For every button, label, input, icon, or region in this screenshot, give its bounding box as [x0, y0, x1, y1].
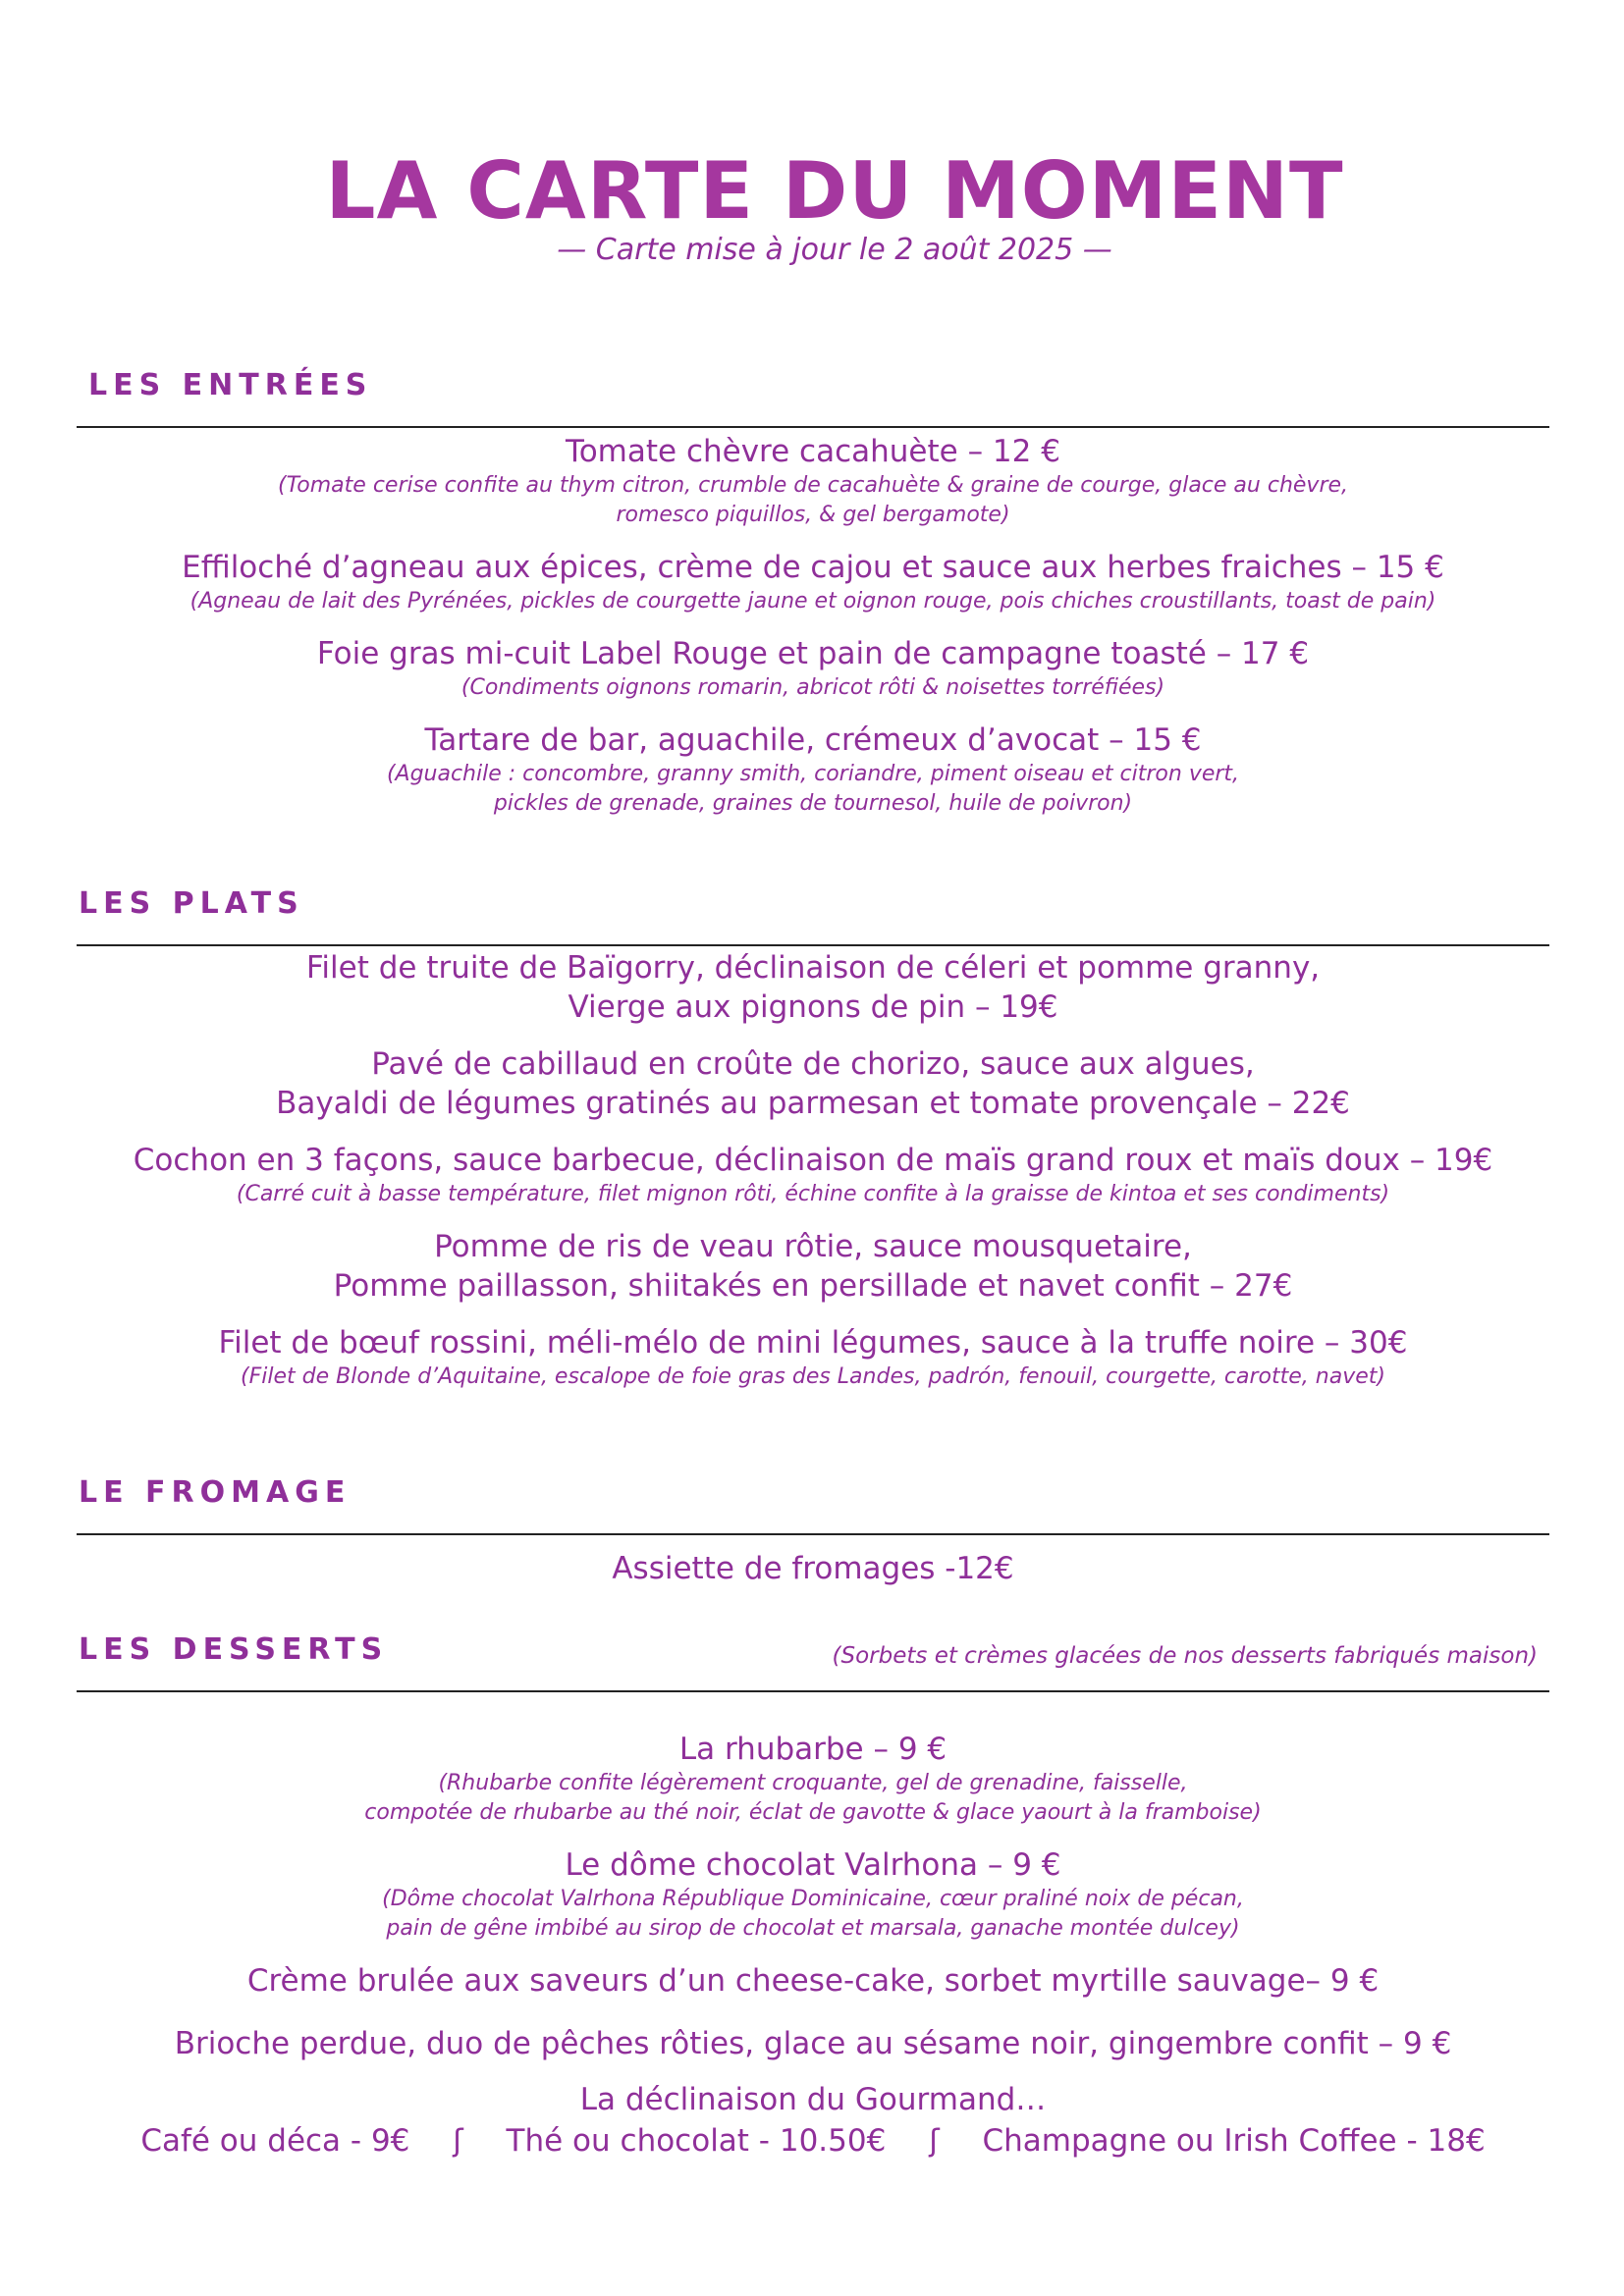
desserts-list [77, 1730, 1549, 2081]
item-name: Assiette de fromages -12€ [612, 1551, 1014, 1586]
menu-item [77, 1845, 1549, 1944]
item-name: Effiloché d’agneau aux épices, crème de cajou et sauce aux herbes fraiches – 15 € [182, 550, 1444, 585]
update-date-subtitle: — Carte mise à jour le 2 août 2025 — [557, 233, 1112, 267]
gourmand-title: La déclinaison du Gourmand… [579, 2082, 1047, 2117]
item-name: Crème brulée aux saveurs d’un cheese-cake, sorbet myrtille sauvage– 9 € [246, 1963, 1380, 1999]
menu-item [77, 1141, 1549, 1209]
item-description: (Condiments oignons romarin, abricot rôti & noisettes torréfiées) [460, 675, 1165, 700]
section-header-fromage [77, 1474, 1549, 1514]
item-description: (Filet de Blonde d’Aquitaine, escalope de foie gras des Landes, padrón, fenouil, courgette, carotte, navet) [241, 1364, 1385, 1389]
item-description: (Tomate cerise confite au thym citron, crumble de cacahuète & graine de courge, glace au chèvre, [277, 473, 1349, 498]
section-header-plats [77, 885, 1549, 925]
plats-list [77, 948, 1549, 1410]
section-title-desserts: LES DESSERTS [79, 1632, 389, 1667]
gourmand-options [77, 2120, 1549, 2162]
item-description: (Carré cuit à basse température, filet mignon rôti, échine confite à la graisse de kintoa et ses condiments) [236, 1182, 1390, 1206]
menu-item [77, 721, 1549, 819]
gourmand-option-champagne: Champagne ou Irish Coffee - 18€ [982, 2123, 1486, 2159]
fromage-list [77, 1549, 1549, 1606]
item-description: (Agneau de lait des Pyrénées, pickles de courgette jaune et oignon rouge, pois chiches croustillants, toast de pain) [189, 589, 1436, 614]
item-name: Tomate chèvre cacahuète – 12 € [566, 434, 1060, 469]
item-name: Le dôme chocolat Valrhona – 9 € [565, 1847, 1061, 1883]
gourmand-option-the: Thé ou chocolat - 10.50€ [506, 2123, 887, 2159]
section-divider [77, 426, 1549, 428]
menu-item [77, 548, 1549, 616]
section-header-desserts [77, 1631, 1549, 1671]
desserts-note: (Sorbets et crèmes glacées de nos desserts fabriqués maison) [832, 1643, 1538, 1669]
section-divider [77, 1690, 1549, 1692]
menu-item [77, 2024, 1549, 2063]
item-name: Filet de bœuf rossini, méli-mélo de mini légumes, sauce à la truffe noire – 30€ [218, 1325, 1408, 1361]
item-name: Tartare de bar, aguachile, crémeux d’avocat – 15 € [424, 722, 1202, 758]
item-description: compotée de rhubarbe au thé noir, éclat de gavotte & glace yaourt à la framboise) [364, 1800, 1262, 1825]
item-description: pain de gêne imbibé au sirop de chocolat et marsala, ganache montée dulcey) [386, 1916, 1240, 1941]
item-description: (Rhubarbe confite légèrement croquante, gel de grenadine, faisselle, [438, 1771, 1188, 1795]
section-divider [77, 1533, 1549, 1535]
item-name: Pomme paillasson, shiitakés en persillade et navet confit – 27€ [333, 1268, 1293, 1304]
menu-item [77, 1961, 1549, 2001]
gourmand-option-cafe: Café ou déca - 9€ [140, 2123, 410, 2159]
separator-icon: ʃ [453, 2123, 463, 2159]
item-description: romesco piquillos, & gel bergamote) [616, 503, 1010, 527]
menu-item [77, 1227, 1549, 1306]
section-header-entrees [77, 367, 1549, 406]
menu-item [77, 1044, 1549, 1123]
section-title-plats: LES PLATS [79, 886, 304, 921]
page-title: LA CARTE DU MOMENT [325, 145, 1344, 237]
item-name: La rhubarbe – 9 € [678, 1732, 947, 1767]
section-title-entrees: LES ENTRÉES [88, 368, 373, 402]
menu-item [77, 634, 1549, 703]
menu-item [77, 948, 1549, 1027]
section-divider [77, 944, 1549, 946]
separator-icon: ʃ [929, 2123, 940, 2159]
entrees-list [77, 432, 1549, 836]
item-name: Pavé de cabillaud en croûte de chorizo, sauce aux algues, [371, 1046, 1255, 1082]
menu-item [77, 432, 1549, 530]
item-name: Cochon en 3 façons, sauce barbecue, déclinaison de maïs grand roux et maïs doux – 19€ [133, 1143, 1493, 1178]
menu-item [77, 1549, 1549, 1588]
item-name: Brioche perdue, duo de pêches rôties, glace au sésame noir, gingembre confit – 9 € [174, 2026, 1452, 2061]
section-title-fromage: LE FROMAGE [79, 1475, 352, 1510]
item-name: Vierge aux pignons de pin – 19€ [568, 989, 1058, 1025]
item-name: Pomme de ris de veau rôtie, sauce mousquetaire, [434, 1229, 1192, 1264]
menu-item [77, 1323, 1549, 1392]
item-name: Filet de truite de Baïgorry, déclinaison de céleri et pomme granny, [305, 950, 1321, 986]
item-description: pickles de grenade, graines de tournesol, huile de poivron) [493, 791, 1133, 816]
gourmand-block [77, 2079, 1549, 2162]
item-description: (Dôme chocolat Valrhona République Dominicaine, cœur praliné noix de pécan, [382, 1887, 1244, 1911]
item-name: Bayaldi de légumes gratinés au parmesan et tomate provençale – 22€ [276, 1086, 1350, 1121]
item-description: (Aguachile : concombre, granny smith, coriandre, piment oiseau et citron vert, [386, 762, 1240, 786]
item-name: Foie gras mi-cuit Label Rouge et pain de campagne toasté – 17 € [316, 636, 1310, 671]
menu-item [77, 1730, 1549, 1828]
